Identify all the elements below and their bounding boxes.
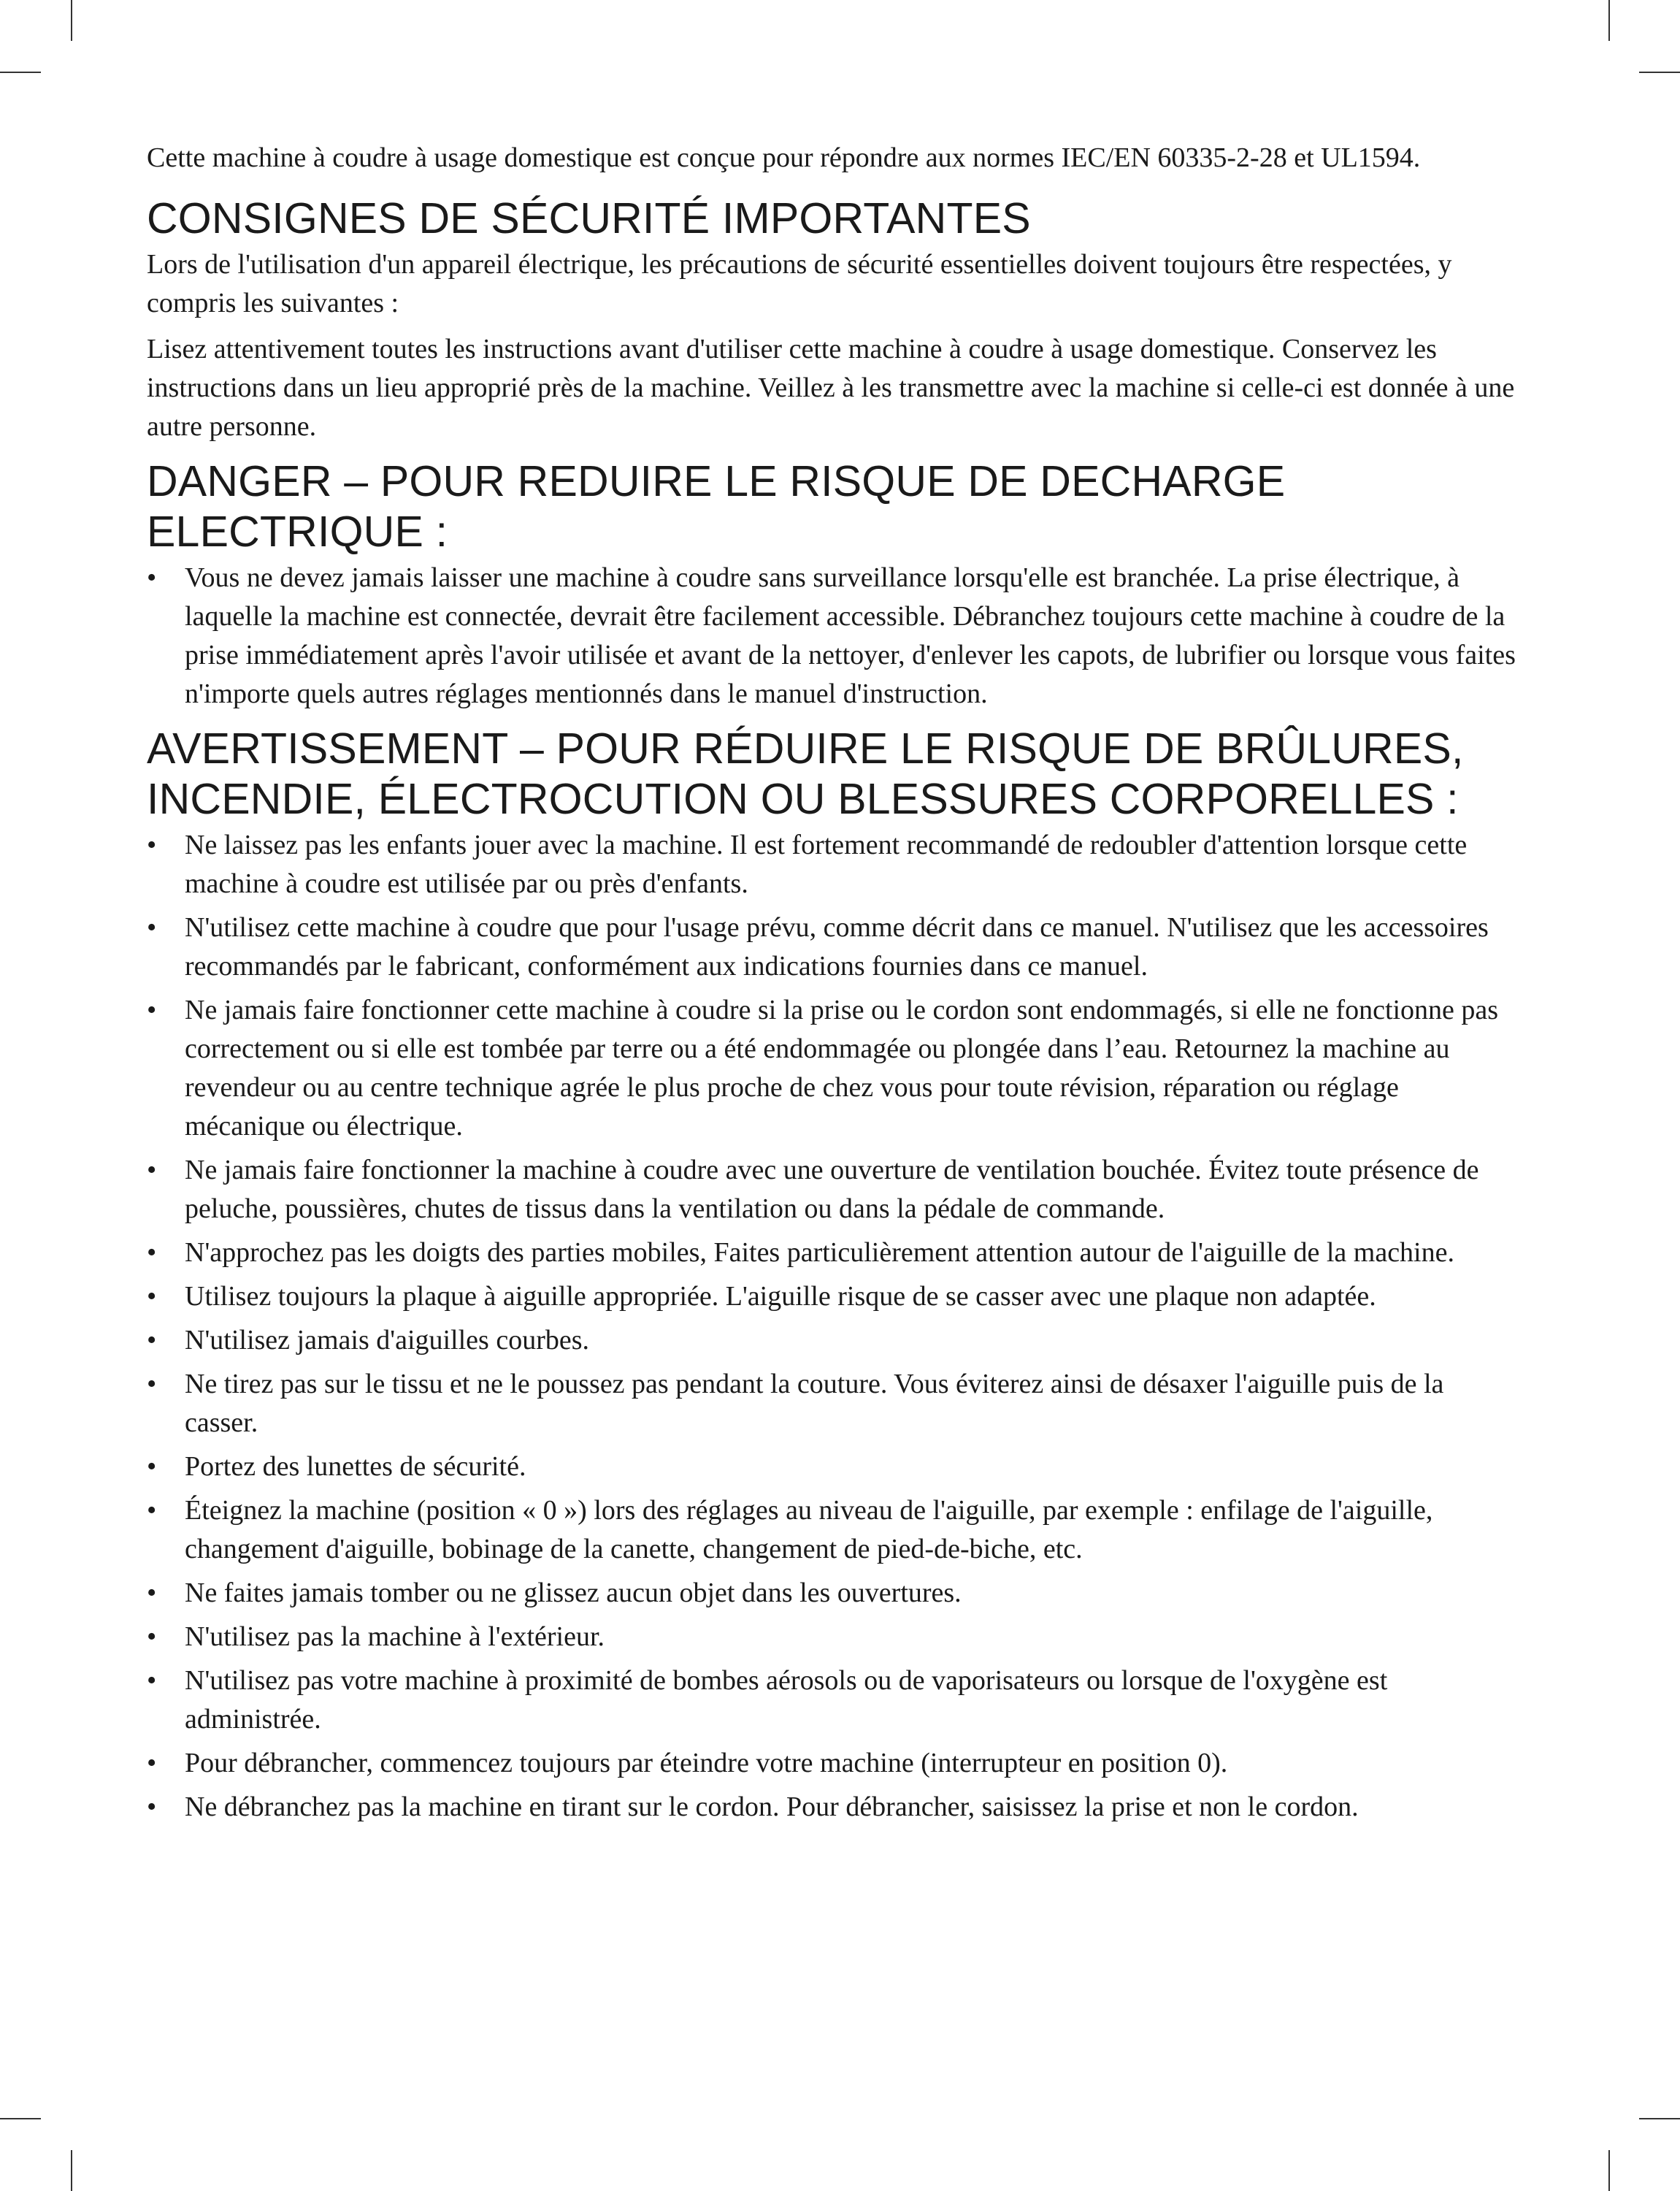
bullet-icon: • (147, 1281, 157, 1312)
list-item-text: Utilisez toujours la plaque à aiguille appropriée. L'aiguille risque de se casser avec une plaque non adaptée. (185, 1281, 1376, 1312)
bullet-icon: • (147, 830, 157, 860)
list-item (147, 909, 1519, 986)
bullet-icon: • (147, 1578, 157, 1608)
intro-paragraph: Cette machine à coudre à usage domestique est conçue pour répondre aux normes IEC/EN 60335-2-28 et UL1594. (147, 142, 1421, 173)
bullet-icon: • (147, 912, 157, 943)
list-item-text: Portez des lunettes de sécurité. (185, 1451, 526, 1482)
section-paragraph: Lisez attentivement toutes les instructions avant d'utiliser cette machine à coudre à usage domestique. Conservez les instructions dans un lieu approprié près de la machine. Veillez à les transmettre avec la machine si celle-ci est donnée à une autre personne. (147, 334, 1515, 442)
crop-mark (71, 0, 72, 41)
section-heading-safety: CONSIGNES DE SÉCURITÉ IMPORTANTES (147, 194, 1031, 242)
crop-mark (0, 2118, 41, 2119)
list-item-text: N'approchez pas les doigts des parties mobiles, Faites particulièrement attention autour de l'aiguille de la machine. (185, 1237, 1454, 1268)
bullet-icon: • (147, 1792, 157, 1822)
bullet-icon: • (147, 1237, 157, 1268)
bullet-icon: • (147, 995, 157, 1025)
list-item-text: Ne tirez pas sur le tissu et ne le poussez pas pendant la couture. Vous éviterez ainsi de désaxer l'aiguille puis de la casser. (185, 1369, 1444, 1438)
list-item (147, 1321, 1519, 1360)
crop-mark (71, 2150, 72, 2191)
crop-mark (1608, 0, 1610, 41)
list-item-text: Éteignez la machine (position « 0 ») lors des réglages au niveau de l'aiguille, par exemple : enfilage de l'aiguille, changement d'aiguille, bobinage de la canette, changement de pied-de-biche, etc. (185, 1495, 1433, 1564)
bullet-icon: • (147, 1665, 157, 1696)
list-item-text: Ne débranchez pas la machine en tirant sur le cordon. Pour débrancher, saisissez la prise et non le cordon. (185, 1792, 1359, 1822)
list-item (147, 1234, 1519, 1272)
section-paragraph: Lors de l'utilisation d'un appareil électrique, les précautions de sécurité essentielles doivent toujours être respectées, y compris les suivantes : (147, 249, 1452, 318)
list-item (147, 1151, 1519, 1228)
document-page (147, 139, 1519, 1832)
list-item (147, 1365, 1519, 1442)
list-item (147, 1618, 1519, 1656)
section-heading-danger: DANGER – POUR REDUIRE LE RISQUE DE DECHARGE ELECTRIQUE : (147, 457, 1286, 556)
list-item-text: Pour débrancher, commencez toujours par éteindre votre machine (interrupteur en position 0). (185, 1748, 1228, 1778)
list-item-text: Vous ne devez jamais laisser une machine à coudre sans surveillance lorsqu'elle est branchée. La prise électrique, à laquelle la machine est connectée, devrait être facilement accessible. Débranchez toujours cette machine à coudre de la prise immédiatement après l'avoir utilisée et avant de la nettoyer, d'enlever les capots, de lubrifier ou lorsque vous faites n'importe quels autres réglages mentionnés dans le manuel d'instruction. (185, 562, 1516, 709)
list-item-text: Ne laissez pas les enfants jouer avec la machine. Il est fortement recommandé de redoubler d'attention lorsque cette machine à coudre est utilisée par ou près d'enfants. (185, 830, 1468, 899)
bullet-icon: • (147, 562, 157, 593)
list-item (147, 1448, 1519, 1486)
list-item (147, 1574, 1519, 1613)
bullet-icon: • (147, 1748, 157, 1778)
bullet-icon: • (147, 1451, 157, 1482)
bullet-icon: • (147, 1495, 157, 1526)
crop-mark (1639, 72, 1680, 73)
list-item (147, 1277, 1519, 1316)
list-item (147, 991, 1519, 1146)
list-item-text: Ne jamais faire fonctionner la machine à coudre avec une ouverture de ventilation bouchée. Évitez toute présence de peluche, poussières, chutes de tissus dans la ventilation ou dans la pédale de commande. (185, 1155, 1479, 1224)
list-item-text: Ne faites jamais tomber ou ne glissez aucun objet dans les ouvertures. (185, 1578, 962, 1608)
list-item (147, 1788, 1519, 1827)
section-heading-warning: AVERTISSEMENT – POUR RÉDUIRE LE RISQUE DE BRÛLURES, INCENDIE, ÉLECTROCUTION OU BLESSURES CORPORELLES : (147, 724, 1464, 823)
crop-mark (1639, 2118, 1680, 2119)
list-item-text: N'utilisez pas votre machine à proximité de bombes aérosols ou de vaporisateurs ou lorsque de l'oxygène est administrée. (185, 1665, 1388, 1735)
bullet-icon: • (147, 1621, 157, 1652)
list-item (147, 826, 1519, 903)
list-item (147, 1744, 1519, 1783)
crop-mark (0, 72, 41, 73)
bullet-icon: • (147, 1369, 157, 1399)
list-item (147, 559, 1519, 714)
list-item-text: N'utilisez cette machine à coudre que pour l'usage prévu, comme décrit dans ce manuel. N'utilisez que les accessoires recommandés par le fabricant, conformément aux indications fournies dans ce manuel. (185, 912, 1489, 982)
bullet-list (147, 826, 1519, 1827)
list-item (147, 1491, 1519, 1569)
list-item-text: N'utilisez jamais d'aiguilles courbes. (185, 1325, 590, 1355)
list-item-text: N'utilisez pas la machine à l'extérieur. (185, 1621, 605, 1652)
crop-mark (1608, 2150, 1610, 2191)
bullet-icon: • (147, 1155, 157, 1185)
bullet-icon: • (147, 1325, 157, 1355)
list-item-text: Ne jamais faire fonctionner cette machine à coudre si la prise ou le cordon sont endommagés, si elle ne fonctionne pas correctement ou si elle est tombée par terre ou a été endommagée ou plongée dans l’eau. Retournez la machine au revendeur ou au centre technique agrée le plus proche de chez vous pour toute révision, réparation ou réglage mécanique ou électrique. (185, 995, 1499, 1142)
bullet-list (147, 559, 1519, 714)
list-item (147, 1662, 1519, 1739)
